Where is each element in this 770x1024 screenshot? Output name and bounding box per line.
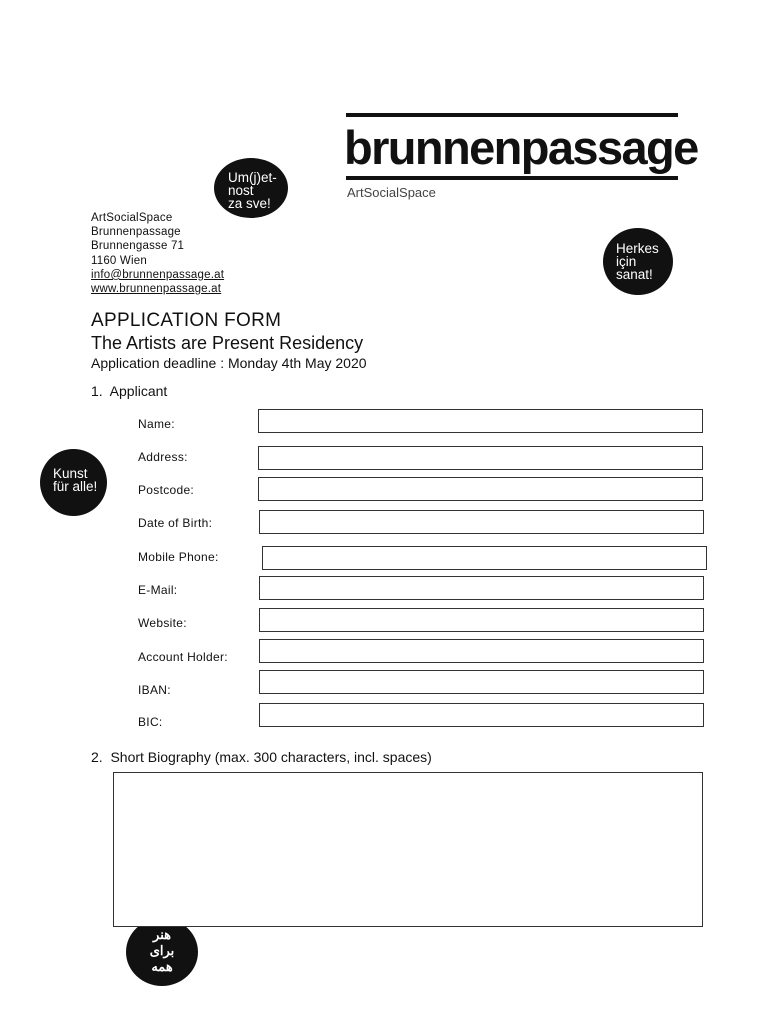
- field-label-iban: IBAN:: [138, 683, 171, 697]
- name-field[interactable]: [258, 409, 703, 433]
- badge-german-line1: Kunst: [53, 466, 88, 481]
- badge-persian-line1: هنر: [153, 927, 171, 942]
- field-label-postcode: Postcode:: [138, 483, 195, 497]
- email-link[interactable]: info@brunnenpassage.at: [91, 268, 225, 281]
- account-holder-field[interactable]: [259, 639, 704, 663]
- badge-turkish-line1: Herkes: [616, 241, 659, 256]
- form-subtitle: The Artists are Present Residency: [91, 333, 364, 353]
- field-label-date-of-birth: Date of Birth:: [138, 516, 213, 530]
- application-deadline: Application deadline : Monday 4th May 2020: [91, 355, 367, 371]
- address-line-4: 1160 Wien: [91, 254, 147, 267]
- date-of-birth-field[interactable]: [259, 510, 704, 534]
- postcode-field[interactable]: [258, 477, 703, 501]
- biography-textarea[interactable]: [113, 772, 703, 927]
- field-label-website: Website:: [138, 616, 187, 630]
- email-field[interactable]: [259, 576, 704, 600]
- field-label-mobile-phone: Mobile Phone:: [138, 550, 219, 564]
- logo-wordmark: brunnenpassage: [344, 121, 698, 174]
- section-biography-title: 2. Short Biography (max. 300 characters, incl. spaces): [91, 749, 432, 765]
- badge-turkish: [603, 228, 673, 295]
- logo-subtitle: ArtSocialSpace: [347, 185, 436, 200]
- badge-persian-line3: همه: [151, 959, 173, 974]
- badge-bosnian: [214, 158, 288, 218]
- badge-turkish-line2: için: [616, 254, 637, 269]
- address-line-3: Brunnengasse 71: [91, 240, 185, 253]
- website-link[interactable]: www.brunnenpassage.at: [91, 283, 222, 296]
- mobile-phone-field[interactable]: [262, 546, 707, 570]
- field-label-address: Address:: [138, 450, 188, 464]
- form-title: APPLICATION FORM: [91, 310, 282, 331]
- iban-field[interactable]: [259, 670, 704, 694]
- address-field[interactable]: [258, 446, 703, 470]
- field-label-account-holder: Account Holder:: [138, 650, 228, 664]
- logo-top-rule: [346, 113, 678, 117]
- logo-bottom-rule: [346, 176, 678, 180]
- section-applicant-title: 1. Applicant: [91, 383, 168, 399]
- badge-german-line2: für alle!: [53, 479, 98, 494]
- badge-persian: [126, 918, 198, 986]
- badge-bosnian-line1: Um(j)et-: [228, 170, 277, 185]
- badge-persian-line2: برای: [149, 943, 175, 958]
- address-line-2: Brunnenpassage: [91, 226, 181, 239]
- badge-bosnian-line3: za sve!: [228, 196, 271, 211]
- badge-german: [40, 449, 107, 516]
- website-field[interactable]: [259, 608, 704, 632]
- address-block: [91, 211, 224, 296]
- field-label-bic: BIC:: [138, 715, 163, 729]
- field-label-email: E-Mail:: [138, 583, 178, 597]
- bic-field[interactable]: [259, 703, 704, 727]
- badge-bosnian-line2: nost: [228, 183, 254, 198]
- field-label-name: Name:: [138, 417, 175, 431]
- badge-turkish-line3: sanat!: [616, 267, 653, 282]
- address-line-1: ArtSocialSpace: [91, 212, 173, 224]
